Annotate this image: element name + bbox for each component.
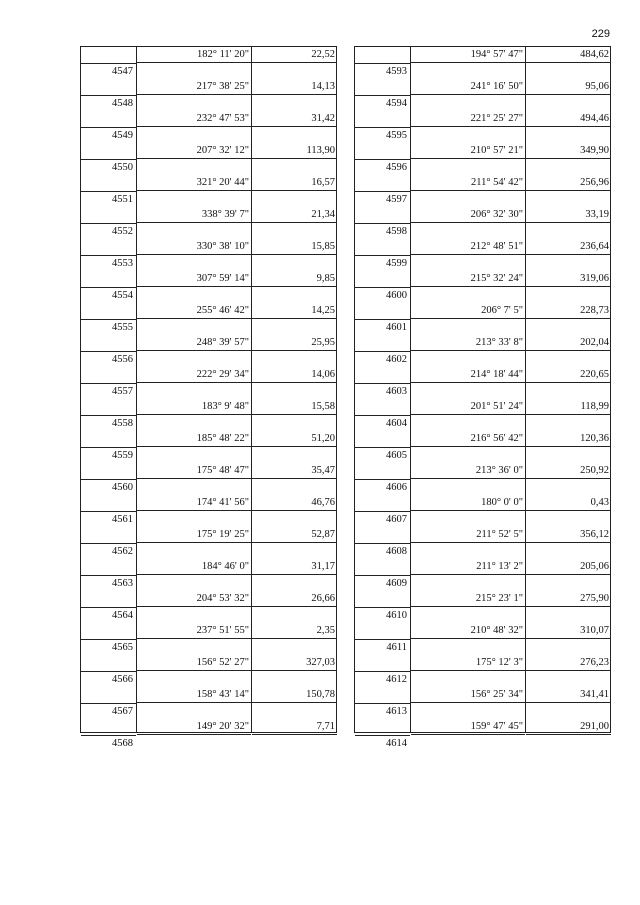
page-number: 229 — [591, 28, 610, 40]
point-id: 4554 — [81, 287, 136, 303]
bearing-angle: 211° 54' 42" — [411, 175, 525, 191]
bearing-angle: 232° 47' 53" — [137, 111, 251, 127]
point-id: 4606 — [355, 479, 410, 495]
distance: 9,85 — [252, 271, 337, 287]
bearing-angle: 222° 29' 34" — [137, 367, 251, 383]
distance: 21,34 — [252, 207, 337, 223]
distance: 31,42 — [252, 111, 337, 127]
distance: 349,90 — [526, 143, 611, 159]
traverse-table-left — [80, 46, 337, 749]
distance: 46,76 — [252, 495, 337, 511]
point-id: 4549 — [81, 127, 136, 143]
bearing-angle: 307° 59' 14" — [137, 271, 251, 287]
bearing-angle: 183° 9' 48" — [137, 399, 251, 415]
bearing-angle: 221° 25' 27" — [411, 111, 525, 127]
bearing-angle: 158° 43' 14" — [137, 687, 251, 703]
bearing-angle: 321° 20' 44" — [137, 175, 251, 191]
distance: 52,87 — [252, 527, 337, 543]
bearing-angle: 175° 19' 25" — [137, 527, 251, 543]
point-id: 4557 — [81, 383, 136, 399]
point-id: 4556 — [81, 351, 136, 367]
point-id: 4553 — [81, 255, 136, 271]
bearing-angle: 214° 18' 44" — [411, 367, 525, 383]
point-id: 4593 — [355, 63, 410, 79]
point-id: 4599 — [355, 255, 410, 271]
distance: 341,41 — [526, 687, 611, 703]
point-id: 4607 — [355, 511, 410, 527]
distance: 327,03 — [252, 655, 337, 671]
distance: 26,66 — [252, 591, 337, 607]
bearing-angle: 156° 52' 27" — [137, 655, 251, 671]
bearing-angle: 248° 39' 57" — [137, 335, 251, 351]
distance: 35,47 — [252, 463, 337, 479]
bearing-angle: 213° 33' 8" — [411, 335, 525, 351]
point-id: 4598 — [355, 223, 410, 239]
distance: 494,46 — [526, 111, 611, 127]
distance: 14,25 — [252, 303, 337, 319]
bearing-angle: 212° 48' 51" — [411, 239, 525, 255]
point-id: 4559 — [81, 447, 136, 463]
bearing-angle: 338° 39' 7" — [137, 207, 251, 223]
point-id: 4548 — [81, 95, 136, 111]
distance: 202,04 — [526, 335, 611, 351]
point-id: 4602 — [355, 351, 410, 367]
bearing-angle: 175° 12' 3" — [411, 655, 525, 671]
point-id: 4567 — [81, 703, 136, 719]
distance: 15,58 — [252, 399, 337, 415]
point-id: 4604 — [355, 415, 410, 431]
distance: 16,57 — [252, 175, 337, 191]
bearing-angle: 174° 41' 56" — [137, 495, 251, 511]
distance: 319,06 — [526, 271, 611, 287]
distance: 250,92 — [526, 463, 611, 479]
distance: 310,07 — [526, 623, 611, 639]
point-id: 4613 — [355, 703, 410, 719]
distance: 228,73 — [526, 303, 611, 319]
bearing-angle: 213° 36' 0" — [411, 463, 525, 479]
bearing-angle: 211° 13' 2" — [411, 559, 525, 575]
distance: 484,62 — [526, 47, 611, 63]
distance: 291,00 — [526, 719, 611, 735]
bearing-angle: 330° 38' 10" — [137, 239, 251, 255]
bearing-angle: 201° 51' 24" — [411, 399, 525, 415]
point-id: 4555 — [81, 319, 136, 335]
point-id: 4551 — [81, 191, 136, 207]
point-id: 4612 — [355, 671, 410, 687]
distance: 120,36 — [526, 431, 611, 447]
bearing-angle: 206° 7' 5" — [411, 303, 525, 319]
bearing-angle: 255° 46' 42" — [137, 303, 251, 319]
distance: 220,65 — [526, 367, 611, 383]
bearing-angle: 237° 51' 55" — [137, 623, 251, 639]
distance: 118,99 — [526, 399, 611, 415]
point-id: 4605 — [355, 447, 410, 463]
distance: 31,17 — [252, 559, 337, 575]
distance: 22,52 — [252, 47, 337, 63]
distance: 0,43 — [526, 495, 611, 511]
distance: 2,35 — [252, 623, 337, 639]
point-id: 4560 — [81, 479, 136, 495]
point-id: 4558 — [81, 415, 136, 431]
point-id: 4566 — [81, 671, 136, 687]
bearing-angle: 215° 23' 1" — [411, 591, 525, 607]
bearing-angle: 184° 46' 0" — [137, 559, 251, 575]
bearing-angle: 217° 38' 25" — [137, 79, 251, 95]
distance: 236,64 — [526, 239, 611, 255]
point-id: 4603 — [355, 383, 410, 399]
bearing-angle: 149° 20' 32" — [137, 719, 251, 735]
point-id: 4601 — [355, 319, 410, 335]
point-id: 4600 — [355, 287, 410, 303]
point-id: 4547 — [81, 63, 136, 79]
bearing-angle: 216° 56' 42" — [411, 431, 525, 447]
point-id: 4594 — [355, 95, 410, 111]
point-id: 4564 — [81, 607, 136, 623]
point-id: 4596 — [355, 159, 410, 175]
distance: 356,12 — [526, 527, 611, 543]
point-id: 4608 — [355, 543, 410, 559]
bearing-angle: 210° 48' 32" — [411, 623, 525, 639]
bearing-angle: 207° 32' 12" — [137, 143, 251, 159]
bearing-angle: 210° 57' 21" — [411, 143, 525, 159]
point-id: 4563 — [81, 575, 136, 591]
distance: 276,23 — [526, 655, 611, 671]
point-id: 4552 — [81, 223, 136, 239]
point-id: 4568 — [81, 735, 136, 751]
distance: 51,20 — [252, 431, 337, 447]
bearing-angle: 215° 32' 24" — [411, 271, 525, 287]
distance: 275,90 — [526, 591, 611, 607]
distance: 95,06 — [526, 79, 611, 95]
distance: 150,78 — [252, 687, 337, 703]
distance: 33,19 — [526, 207, 611, 223]
point-id: 4610 — [355, 607, 410, 623]
point-id: 4562 — [81, 543, 136, 559]
distance: 256,96 — [526, 175, 611, 191]
bearing-angle: 159° 47' 45" — [411, 719, 525, 735]
distance: 205,06 — [526, 559, 611, 575]
bearing-angle: 194° 57' 47" — [411, 47, 525, 63]
point-id: 4595 — [355, 127, 410, 143]
point-id: 4611 — [355, 639, 410, 655]
distance: 15,85 — [252, 239, 337, 255]
bearing-angle: 180° 0' 0" — [411, 495, 525, 511]
distance: 14,13 — [252, 79, 337, 95]
bearing-angle: 185° 48' 22" — [137, 431, 251, 447]
bearing-angle: 206° 32' 30" — [411, 207, 525, 223]
bearing-angle: 241° 16' 50" — [411, 79, 525, 95]
point-id: 4565 — [81, 639, 136, 655]
bearing-angle: 175° 48' 47" — [137, 463, 251, 479]
traverse-table-right — [354, 46, 611, 749]
bearing-angle: 204° 53' 32" — [137, 591, 251, 607]
distance: 14,06 — [252, 367, 337, 383]
point-id: 4614 — [355, 735, 410, 751]
point-id: 4609 — [355, 575, 410, 591]
bearing-angle: 182° 11' 20" — [137, 47, 251, 63]
point-id: 4561 — [81, 511, 136, 527]
bearing-angle: 211° 52' 5" — [411, 527, 525, 543]
distance: 113,90 — [252, 143, 337, 159]
point-id: 4597 — [355, 191, 410, 207]
bearing-angle: 156° 25' 34" — [411, 687, 525, 703]
distance: 25,95 — [252, 335, 337, 351]
point-id: 4550 — [81, 159, 136, 175]
distance: 7,71 — [252, 719, 337, 735]
